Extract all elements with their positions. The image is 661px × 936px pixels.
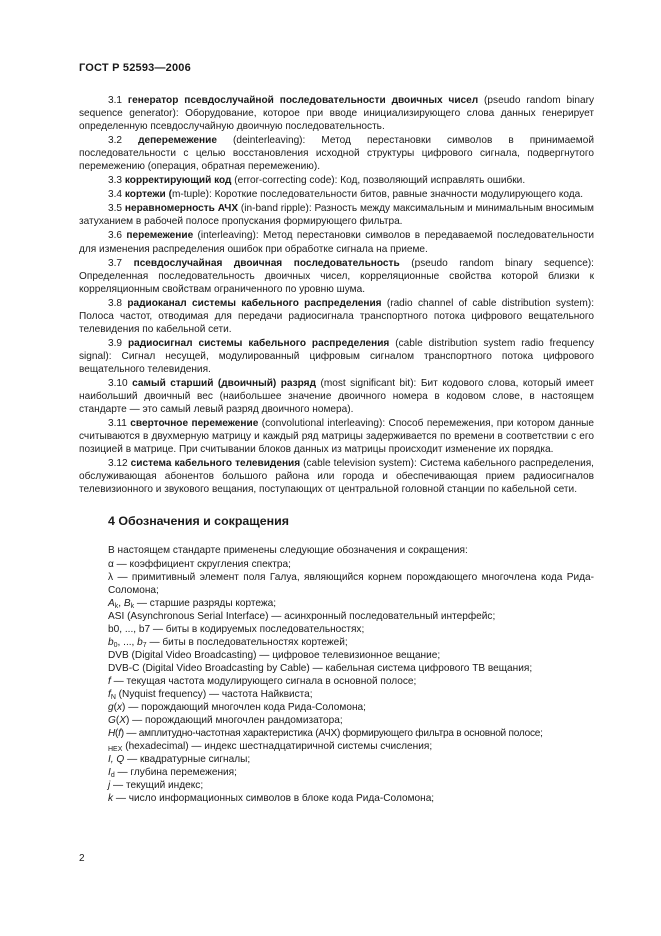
symbol-item-alpha: α — коэффициент скругления спектра; <box>108 558 291 570</box>
term-name: радиосигнал системы кабельного распределения <box>127 337 390 349</box>
term-description: (cable distribution system radio frequency signal): Сигнал несущей, модулированный цифровым сигналом транспортного потока цифрового вещательного телевидения. <box>79 337 594 375</box>
term-name: сверточное перемежение <box>130 418 259 430</box>
symbol-item-fn: $f_N$ (Nyquist frequency) — частота Найквиста; <box>108 688 313 701</box>
term-name: радиоканал системы кабельного распределения <box>127 297 382 309</box>
symbols-list <box>79 544 594 805</box>
symbol-item-dvbc: DVB-C (Digital Video Broadcasting by Cable) — кабельная система цифрового ТВ вещания; <box>108 662 533 674</box>
term-name: самый старший (двоичный) разряд <box>132 377 316 389</box>
term-number: 3.9 <box>108 337 123 349</box>
term-number: 3.3 <box>108 175 123 187</box>
term-number: 3.8 <box>108 297 123 309</box>
term-number: 3.11 <box>108 418 127 430</box>
page-header: ГОСТ Р 52593—2006 <box>79 62 191 74</box>
term-definition <box>79 297 594 336</box>
term-description: (error-correcting code): Код, позволяющий исправлять ошибки. <box>231 175 526 187</box>
symbol-item-gx: g(x) — порождающий многочлен кода Рида-Соломона; <box>108 702 366 714</box>
term-name: деперемежение <box>138 135 217 147</box>
term-number: 3.6 <box>108 230 123 242</box>
term-number: 3.12 <box>108 458 128 470</box>
symbol-item-iq: I, Q — квадратурные сигналы; <box>108 754 251 766</box>
term-definition <box>79 188 594 201</box>
term-name: система кабельного телевидения <box>130 458 301 470</box>
term-name: корректирующий код <box>124 175 232 187</box>
term-definition <box>79 337 594 376</box>
term-description: (interleaving): Метод перестановки символов в передаваемой последовательности для изменения распределения ошибок при обработке сигнала на приеме. <box>79 230 594 255</box>
term-definition <box>79 377 594 416</box>
symbols-intro: В настоящем стандарте применены следующие обозначения и сокращения: <box>108 545 468 557</box>
term-description: (pseudo random binary sequence): Определенная последовательность двоичных чисел, корреляционные свойства которой близки к корреляционным свойствам ограниченного по уровню шума. <box>79 257 594 295</box>
term-description: (in-band ripple): Разность между максимальным и минимальным вносимым затуханием в рабочей полосе пропускания формирующего фильтра. <box>79 203 594 228</box>
symbol-item-b0b7: b0, ..., b7 — биты в кодируемых последовательностях; <box>108 623 365 635</box>
terms-list <box>79 94 594 496</box>
term-name: неравномерность АЧХ <box>124 203 239 215</box>
term-description: (radio channel of cable distribution system): Полоса частот, отводимая для передачи радиосигнала транспортного потока цифрового вещательного телевидения по кабельной сети. <box>79 297 594 335</box>
symbol-item-k: k — число информационных символов в блоке кода Рида-Соломона; <box>108 793 435 805</box>
term-name: генератор псевдослучайной последовательности двоичных чисел <box>127 95 479 106</box>
symbol-item-f: f — текущая частота модулирующего сигнала в основной полосе; <box>108 675 417 687</box>
term-definition <box>79 174 594 187</box>
term-number: 3.4 <box>108 189 123 201</box>
symbol-item-b0b7-tuples: $b_0$, ..., $b_7$ — биты в последовательностях кортежей; <box>108 636 348 649</box>
term-description: (pseudo random binary sequence generator): Оборудование, которое при вводе инициализирующего слова данных генерирует определенную псевдослучайную двоичную последовательность. <box>79 95 594 133</box>
term-number: 3.2 <box>108 135 123 147</box>
term-definition <box>79 134 594 173</box>
symbol-item-j: j — текущий индекс; <box>108 780 204 792</box>
term-description: (convolutional interleaving): Способ перемежения, при котором данные считываются в двухмерную матрицу и каждый ряд матрицы задерживается по времени в соответствии с его позицией в матрице. При считывании блоков данных из матрицы происходит изменение их порядка. <box>79 418 595 456</box>
term-description: (deinterleaving): Метод перестановки символов в принимаемой последовательности с целью восстановления исходной структуры цифрового сигнала, подвергнутого перемежению (операция, обратная перемежению). <box>79 135 594 173</box>
term-definition <box>79 257 594 296</box>
page-number: 2 <box>79 853 85 864</box>
symbol-item-hex: $_{HEX}$ (hexadecimal) — индекс шестнадцатиричной системы счисления; <box>108 741 433 754</box>
symbol-item-Hf: H(f) — амплитудно-частотная характеристика (АЧХ) формирующего фильтра в основной полосе; <box>108 728 543 740</box>
symbol-item-lambda: λ — примитивный элемент поля Галуа, являющийся корнем порождающего многочлена кода Рида-Соломона; <box>108 571 594 596</box>
term-number: 3.10 <box>108 377 128 389</box>
term-definition <box>79 229 594 255</box>
symbol-item-dvb: DVB (Digital Video Broadcasting) — цифровое телевизионное вещание; <box>108 649 441 661</box>
term-definition <box>79 457 594 496</box>
symbol-item-akbk: $A_k$, $B_k$ — старшие разряды кортежа; <box>108 597 277 610</box>
symbol-item-id: $I_d$ — глубина перемежения; <box>108 767 237 780</box>
term-number: 3.7 <box>108 257 123 269</box>
term-description: (most significant bit): Бит кодового слова, который имеет наибольший двоичный вес (наибольшее значение двоичного номера в кодовом слове, в настоящем стандарте — это самый левый разряд двоичного номера). <box>79 377 594 416</box>
term-name: псевдослучайная двоичная последовательность <box>133 257 400 269</box>
term-name: кортежи ( <box>124 189 172 201</box>
term-name: перемежение <box>126 230 194 242</box>
symbol-item-asi: ASI (Asynchronous Serial Interface) — асинхронный последовательный интерфейс; <box>108 610 496 622</box>
term-definition <box>79 417 594 456</box>
section-4-title: 4 Обозначения и сокращения <box>108 514 289 529</box>
term-number: 3.5 <box>108 203 123 215</box>
term-description: (cable television system): Система кабельного распределения, обслуживающая абонентов большого района или города и обеспечивающая прием радиосигналов телевизионного и звукового вещания, поступающих от центральной головной станции по кабельной сети. <box>79 458 594 496</box>
term-number: 3.1 <box>108 95 123 106</box>
term-definition <box>79 94 594 133</box>
term-definition <box>79 202 594 228</box>
page-content <box>79 94 594 805</box>
term-description: m-tuple): Короткие последовательности битов, равные значности модулирующего кода. <box>171 189 584 201</box>
symbol-item-Gx: G(X) — порождающий многочлен рандомизатора; <box>108 715 343 727</box>
